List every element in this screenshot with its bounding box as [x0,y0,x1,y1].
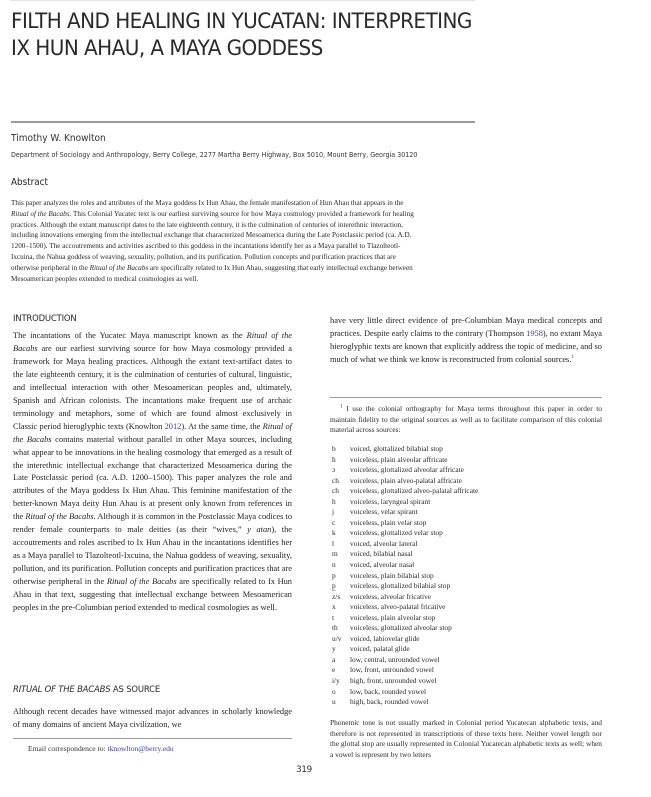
orthography-symbol: n [332,560,336,570]
page-number: 319 [296,765,312,775]
top-rule [10,0,475,1]
orthography-symbol: u [332,697,336,707]
orthography-symbol: b [332,444,336,453]
orthography-description: voiceless, glottalized alveolar affricate [350,465,464,475]
orthography-description: voiceless, plain bilabial stop [350,570,434,580]
orthography-symbol: x [332,602,336,612]
citation-link-1958[interactable]: 1958 [526,328,543,338]
abstract-italic: Ritual of the Bacabs [89,263,149,272]
abstract-part: This paper analyzes the roles and attributes of the Maya goddess Ix Hun Ahau, the female manifestation of Hun Ahau that appears in the [11,199,404,207]
abstract-part: are specifically related to Ix Hun Ahau, suggesting that early intellectual exchange between Mesoamerican peoples extended to medical cosmologies as well. [11,263,413,283]
orthography-symbol: h [332,496,336,506]
orthography-description: voiceless, plain velar stop [350,517,427,527]
orthography-symbol: u/v [332,633,342,643]
title-line-1: FILTH AND HEALING IN YUCATAN: INTERPRETING [11,9,472,34]
orthography-description: voiced, labiovelar glide [350,633,420,643]
orthography-symbol: ɔ [332,465,336,475]
orthography-description: low, central, unrounded vowel [350,654,440,664]
intro-text: are specifically related to Ix Hun Ahau in that text, suggesting that intellectual exchange between Mesoamerican peoples in the pre-Columbian period extended to medical cosmologies as well. [13,577,292,613]
orthography-symbol: p̲ [332,581,336,591]
orthography-symbol: o [332,686,336,696]
orthography-symbol: m [332,549,338,559]
orthography-description: voiceless, laryngeal spirant [350,496,431,506]
orthography-description: voiceless, plain alveolar stop [350,612,436,622]
orthography-symbol: i/y [332,676,340,686]
orthography-row [332,676,478,687]
orthography-row [332,465,478,476]
orthography-row [332,539,478,550]
orthography-row [332,602,478,613]
ritual-section-body: Although recent decades have witnessed major advances in scholarly knowledge of many domains of ancient Maya civilization, we [13,707,292,729]
email-link[interactable]: tknowlton@berry.edu [107,744,174,753]
orthography-row [332,697,478,708]
footnote-marker: 1 [340,403,343,410]
orthography-description: low, front, unrounded vowel [350,665,434,675]
orthography-symbol: e [332,665,336,675]
author-name: Timothy W. Knowlton [11,133,106,144]
orthography-description: voiced, bilabial nasal [350,549,413,559]
orthography-row [332,592,478,603]
orthography-description: voiced, glottalized bilabial stop [350,444,443,453]
orthography-row [332,507,478,518]
email-correspondence [28,744,174,753]
orthography-symbol: ħ [332,454,336,464]
intro-text: ). At the same time, the [181,421,263,431]
orthography-row [332,528,478,539]
orthography-row [332,634,478,645]
orthography-description: low, back, rounded vowel [350,686,427,696]
orthography-row [332,655,478,666]
orthography-symbol: z/s [332,591,341,601]
orthography-description: voiceless, glottalized alveo-palatal affricate [350,486,479,496]
orthography-table [332,444,478,708]
orthography-row [332,613,478,624]
footnote-divider-right [330,397,602,398]
orthography-description: voiced, alveolar nasal [350,560,415,570]
orthography-row [332,581,478,592]
header-divider [11,121,475,123]
footnote-divider-left [13,738,292,739]
orthography-description: voiceless, glottalized velar stop [350,528,443,538]
orthography-row [332,571,478,582]
orthography-description: voiceless, glottalized alveolar stop [350,623,452,633]
footnote-intro [330,404,602,436]
ritual-heading-rest: AS SOURCE [110,684,160,695]
ritual-heading-italic: RITUAL OF THE BACABS [13,684,111,695]
orthography-description: voiced, palatal glide [350,644,410,654]
intro-text: contains material without parallel in other Maya sources, including what appear to be innovations in the healing cosmology that emerged as a result of the interethnic intellectual exchange that characterized Mesoamerica during the Late Postclassic period (ca. A.D. 1200–1500). This paper analyzes the role and attributes of the Maya goddess Ix Hun Ahau. This feminine manifestation of the better-known Maya deity Hun Ahau is at present only known from references in the [13,434,292,522]
ritual-section-heading [13,684,160,695]
orthography-symbol: ch [332,475,339,485]
orthography-row [332,687,478,698]
right-column-body [330,315,602,367]
introduction-heading: INTRODUCTION [13,313,77,324]
intro-italic: Ritual of the Bacabs [13,331,292,353]
abstract-heading: Abstract [11,177,48,188]
footnote-tail: Phonemic tone is not usually marked in Colonial period Yucatecan alphabetic texts, and therefore is not represented in transcriptions of these texts here. Neither vowel length nor the glottal stop are usually represented in Colonial Yucatecan alphabetic texts as well; when a vowel is represent by two letters [330,718,602,759]
orthography-row [332,518,478,529]
intro-italic: Ritual of the Bacabs [13,421,292,444]
orthography-description: voiceless, plain alveolar affricate [350,454,448,464]
orthography-row [332,623,478,634]
abstract-part: . This Colonial Yucatec text is our earliest surviving source for how Maya cosmology provided a framework for healing practices. Although the extant manuscript dates to the late eighteenth century, it is the culmination of centuries of interethnic interaction, including innovations emerging from the intellectual exchange that characterized Mesoamerica during the Late Postclassic period (ca. A.D. 1200–1500). The accoutrements and activities ascribed to this goddess in the incantations identify her as a Maya parallel to Tlazolteotl-Ixcuina, the Nahua goddess of weaving, sexuality, pollution, and its purification. Pollution concepts and purification practices that are otherwise peripheral in the [11,209,414,272]
right-text: have very little direct evidence of pre-Columbian Maya medical concepts and practices. Despite early claims to the contrary (Thompson [330,316,602,338]
orthography-description: voiceless, glottalized bilabial stop [350,581,451,591]
intro-text: ), the accoutrements and roles ascribed to Ix Hun Ahau in the incantations identifies her as a Maya parallel to Tlazolteotl-Ixcuina, the Nahua goddess of weaving, sexuality, pollution, and its purification. Pollution concepts and purification practices that are otherwise peripheral in the [13,525,292,587]
abstract-italic: Ritual of the Bacabs [11,209,70,218]
intro-italic: Ritual of the Bacabs. [25,512,96,522]
abstract-text [11,198,421,284]
orthography-row [332,560,478,571]
orthography-symbol: l [332,538,335,548]
orthography-symbol: j [332,507,335,517]
orthography-row [332,486,478,497]
intro-text: are our earliest surviving source for how Maya cosmology provided a framework for Maya healing practices. Although the extant text-artifact dates to the late eighteenth century, it is the culmination of centuries of cultural, linguistic, and intellectual interaction with other Mesoamerican peoples and, ultimately, Spanish and African colonists. The incantations make frequent use of archaic terminology and metaphors, some of which are found almost exclusively in Classic period hieroglyphic texts (Knowlton [13,343,292,431]
orthography-row [332,644,478,655]
orthography-description: high, front, unrounded vowel [350,676,437,686]
article-title [11,8,569,62]
orthography-description: high, back, rounded vowel [350,697,429,707]
orthography-symbol: p [332,570,336,580]
orthography-symbol: t [332,612,335,622]
orthography-symbol: y [332,644,336,654]
orthography-description: voiceless, plain alveo-palatal affricate [350,475,462,485]
email-label: Email correspondence to: [28,744,108,753]
author-affiliation: Department of Sociology and Anthropology, Berry College, 2277 Martha Berry Highway, Box 5010, Mount Berry, Georgia 30120 [11,150,418,159]
orthography-symbol: k [332,528,336,538]
intro-text: The incantations of the Yucatec Maya manuscript known as the [13,331,247,340]
intro-text: Although it is common in the Postclassic Maya codices to render female counterparts to male deities (as their “wives,” [13,512,293,535]
footnote-intro-text: I use the colonial orthography for Maya terms throughout this paper in order to maintain fidelity to the original sources as well as to facilitate comparison of this colonial material across sources: [330,404,602,435]
orthography-row [332,444,478,455]
intro-italic: y atan [247,525,272,535]
introduction-body [13,330,292,615]
orthography-row [332,476,478,487]
right-text: ), no extant Maya hieroglyphic texts are known that explicitly address the topic of medicine, and so much of what we think we know is reconstructed from colonial sources. [330,328,602,364]
orthography-description: voiceless, alveolar fricative [350,591,432,601]
orthography-symbol: c [332,517,336,527]
orthography-description: voiceless, velar spirant [350,507,418,517]
orthography-symbol: a [332,654,336,664]
orthography-description: voiceless, alveo-palatal fricative [350,602,446,612]
orthography-symbol: th [332,623,338,633]
orthography-description: voiced, alveolar lateral [350,538,418,548]
orthography-row [332,665,478,676]
title-line-2: IX HUN AHAU, A MAYA GODDESS [11,36,323,61]
citation-link-2012[interactable]: 2012 [164,421,182,431]
orthography-row [332,549,478,560]
orthography-row [332,455,478,466]
orthography-row [332,497,478,508]
footnote-ref-1[interactable]: 1 [571,354,575,361]
intro-italic: Ritual of the Bacabs [106,577,177,587]
orthography-symbol: ch [332,486,339,496]
